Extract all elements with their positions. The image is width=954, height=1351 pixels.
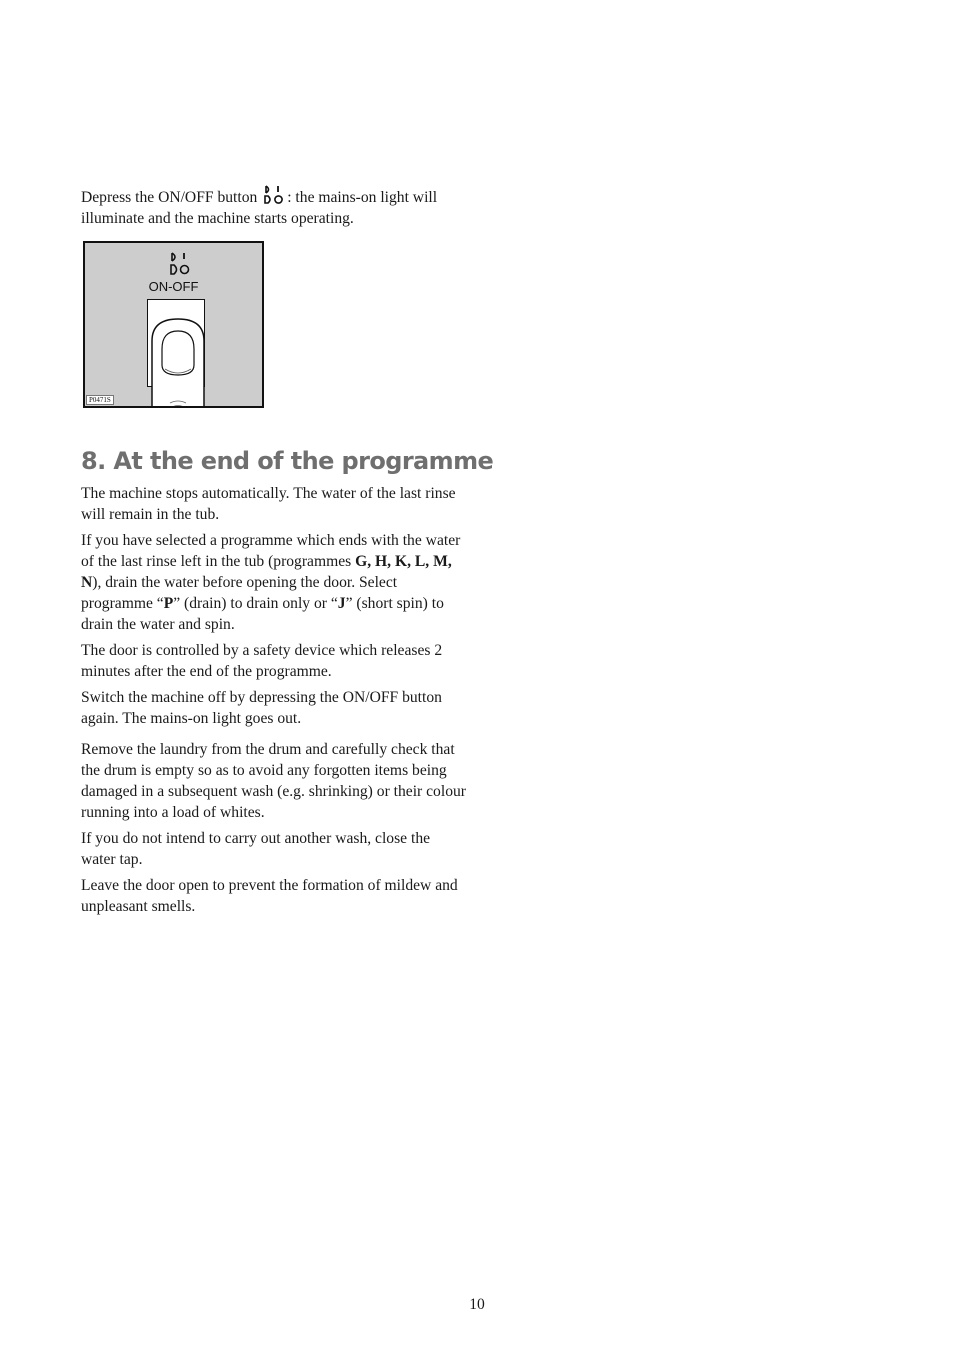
on-off-label: ON-OFF (148, 279, 199, 294)
finger-icon (145, 311, 211, 408)
intro-paragraph (81, 185, 466, 229)
section-body (81, 483, 466, 922)
text-run: If you have selected a programme which ends with the water of the last rinse left in the tub (programmes (81, 532, 461, 570)
on-off-symbol-icon (169, 251, 191, 277)
text-run: ” (drain) to drain only or “ (173, 595, 338, 612)
on-off-symbol-icon (263, 185, 285, 205)
programme-letter-j: J (337, 595, 346, 612)
on-off-button-illustration (83, 241, 264, 408)
paragraph (81, 530, 466, 635)
page-number: 10 (469, 1296, 485, 1313)
paragraph: If you do not intend to carry out another wash, close the water tap. (81, 830, 431, 868)
intro-text-after: : the mains-on light will illuminate and the machine starts operating. (81, 189, 438, 227)
programme-letter-p: P (163, 595, 174, 612)
text-run: ), drain the water before opening the door. Select programme “ (81, 574, 398, 612)
paragraph: The machine stops automatically. The water of the last rinse will remain in the tub. (81, 485, 456, 523)
intro-text-before: Depress the ON/OFF button (81, 189, 262, 206)
paragraph: Remove the laundry from the drum and carefully check that the drum is empty so as to avoid any forgotten items being damaged in a subsequent wash (e.g. shrinking) or their colour running into a load of whites. (81, 741, 466, 821)
section-heading: 8. At the end of the programme (81, 447, 494, 475)
paragraph: Leave the door open to prevent the formation of mildew and unpleasant smells. (81, 877, 458, 915)
paragraph: Switch the machine off by depressing the ON/OFF button again. The mains-on light goes out. (81, 689, 442, 727)
paragraph: The door is controlled by a safety device which releases 2 minutes after the end of the programme. (81, 642, 443, 680)
text-run: ” (short spin) to drain the water and spin. (81, 595, 444, 633)
programme-letters: G, H, K, L, M, N (81, 553, 452, 591)
figure-code: P0471S (86, 395, 114, 405)
